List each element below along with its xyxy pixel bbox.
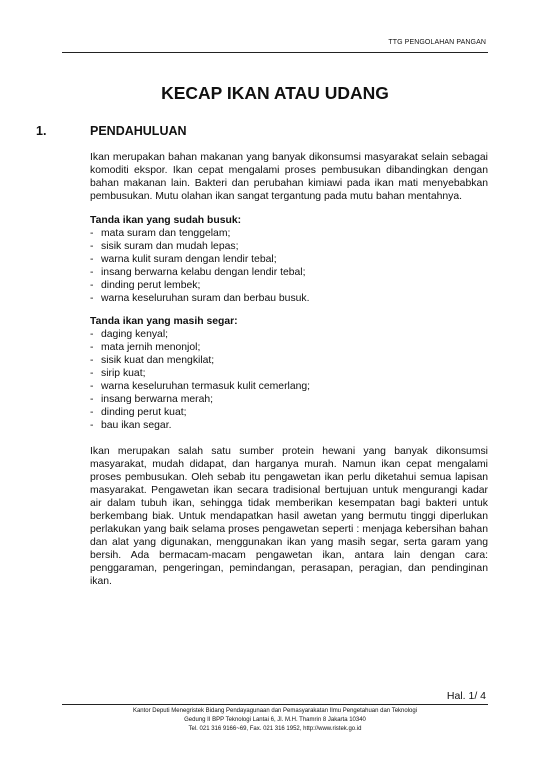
footer-line-2: Gedung II BPP Teknologi Lantai 6, Jl. M.H. Thamrin 8 Jakarta 10340 [184,717,366,723]
footer-line-1: Kantor Deputi Menegristek Bidang Pendayagunaan dan Pemasyarakatan Ilmu Pengetahuan dan Teknologi [132,708,418,714]
body-content [90,151,488,599]
list-item: - insang berwarna merah; [90,393,488,406]
section-heading [36,124,187,138]
list-item: - warna keseluruhan suram dan berbau busuk. [90,292,488,305]
list-item: - dinding perut kuat; [90,406,488,419]
busuk-list-title: Tanda ikan yang sudah busuk: [90,215,242,226]
header-divider [62,52,488,53]
list-item: - mata jernih menonjol; [90,341,488,354]
list-item: - dinding perut lembek; [90,279,488,292]
list-item: - warna kulit suram dengan lendir tebal; [90,253,488,266]
footer-divider [62,704,488,705]
list-item: - sisik kuat dan mengkilat; [90,354,488,367]
running-header: TTG PENGOLAHAN PANGAN [388,39,486,46]
footer [0,707,550,734]
section-title: PENDAHULUAN [90,124,187,138]
busuk-list [90,227,488,305]
page-number: Hal. 1/ 4 [446,690,486,702]
list-item: - bau ikan segar. [90,419,488,432]
document-title: KECAP IKAN ATAU UDANG [161,83,389,103]
list-item: - sirip kuat; [90,367,488,380]
list-item: - insang berwarna kelabu dengan lendir tebal; [90,266,488,279]
intro-paragraph: Ikan merupakan bahan makanan yang banyak dikonsumsi masyarakat selain sebagai komoditi ekspor. Ikan cepat mengalami proses pembusukan dibandingkan dengan bahan makanan lain. Bakteri dan perubahan kimiawi pada ikan mati menyebabkan pembusukan. Mutu olahan ikan sangat tergantung pada mutu bahan mentahnya. [90,152,488,202]
list-item: - daging kenyal; [90,328,488,341]
list-item: - sisik suram dan mudah lepas; [90,240,488,253]
footer-line-3: Tel. 021 316 9166~69, Fax. 021 316 1952, http://www.ristek.go.id [188,726,362,732]
list-item: - mata suram dan tenggelam; [90,227,488,240]
section-number: 1. [36,124,47,138]
closing-paragraph: Ikan merupakan salah satu sumber protein hewani yang banyak dikonsumsi masyarakat, mudah didapat, dan harganya murah. Namun ikan cepat mengalami proses pembusukan. Oleh sebab itu pengawetan ikan perlu diketahui semua lapisan masyarakat. Pengawetan ikan secara tradisional bertujuan untuk mengurangi kadar air dalam tubuh ikan, sehingga tidak memberikan kesempatan bagi bakteri untuk berkembang biak. Untuk mendapatkan hasil awetan yang bermutu tinggi diperlukan perlakukan yang baik selama proses pengawetan seperti : menjaga kebersihan bahan dan alat yang digunakan, menggunakan ikan yang masih segar, serta garam yang bersih. Ada bermacam-macam pengawetan ikan, antara lain dengan cara: penggaraman, pengeringan, pemindangan, perasapan, peragian, dan pendinginan ikan. [90,446,488,587]
list-item: - warna keseluruhan termasuk kulit cemerlang; [90,380,488,393]
segar-list [90,328,488,432]
segar-list-title: Tanda ikan yang masih segar: [90,316,238,327]
